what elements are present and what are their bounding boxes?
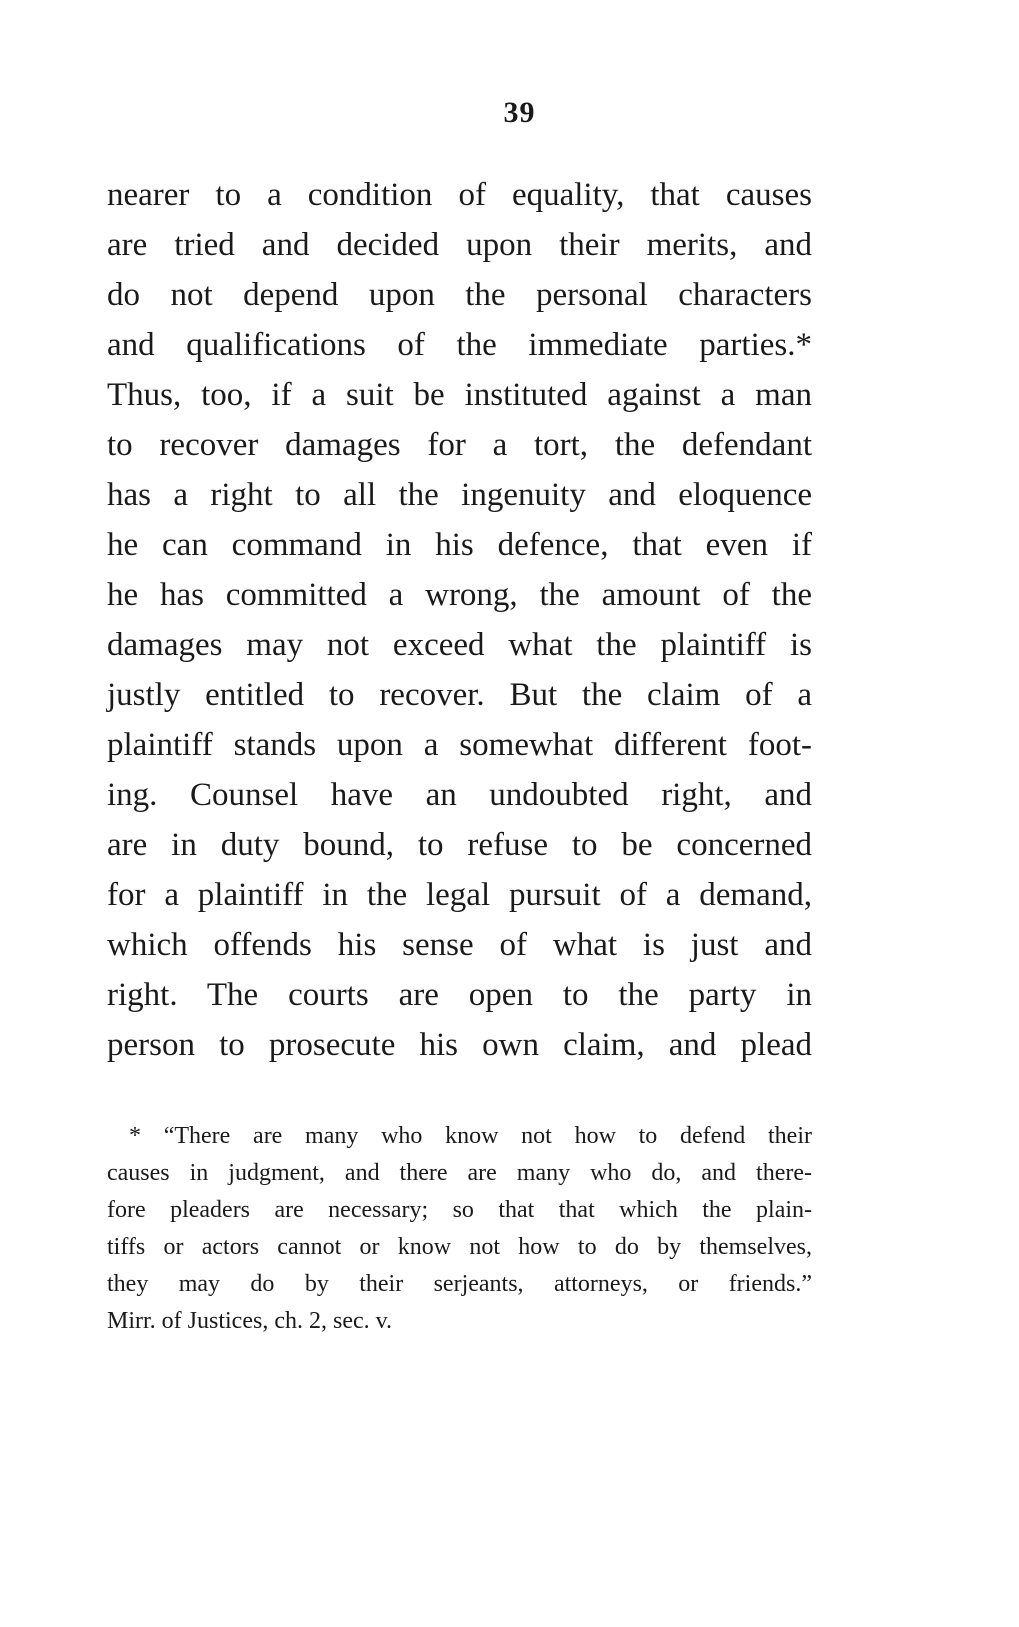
body-line: which offends his sense of what is just and bbox=[107, 927, 812, 963]
body-line: do not depend upon the personal characters bbox=[107, 277, 812, 313]
body-line: and qualifications of the immediate parties.* bbox=[107, 327, 812, 363]
body-line: ing. Counsel have an undoubted right, and bbox=[107, 777, 812, 813]
footnote-line: they may do by their serjeants, attorneys, or friends.” bbox=[107, 1271, 812, 1297]
body-line: plaintiff stands upon a somewhat different foot- bbox=[107, 727, 812, 763]
body-line: he has committed a wrong, the amount of the bbox=[107, 577, 812, 613]
body-line: has a right to all the ingenuity and eloquence bbox=[107, 477, 812, 513]
body-text bbox=[107, 170, 812, 1070]
footnote-citation: Mirr. of Justices, ch. 2, sec. v. bbox=[107, 1308, 393, 1334]
footnote-line: tiffs or actors cannot or know not how to do by themselves, bbox=[107, 1234, 812, 1260]
body-line: he can command in his defence, that even if bbox=[107, 527, 812, 563]
footnote-line: * “There are many who know not how to defend their bbox=[129, 1123, 812, 1149]
footnote-line: causes in judgment, and there are many who do, and there- bbox=[107, 1160, 812, 1186]
body-line: are in duty bound, to refuse to be concerned bbox=[107, 827, 812, 863]
page-number: 39 bbox=[503, 96, 536, 129]
body-line: nearer to a condition of equality, that causes bbox=[107, 177, 812, 213]
body-line: for a plaintiff in the legal pursuit of a demand, bbox=[107, 877, 812, 913]
footnote bbox=[107, 1118, 812, 1340]
body-line: to recover damages for a tort, the defendant bbox=[107, 427, 812, 463]
body-line: Thus, too, if a suit be instituted against a man bbox=[107, 377, 812, 413]
body-line: justly entitled to recover. But the claim of a bbox=[107, 677, 812, 713]
footnote-line: fore pleaders are necessary; so that that which the plain- bbox=[107, 1197, 812, 1223]
body-line: person to prosecute his own claim, and plead bbox=[107, 1027, 812, 1063]
body-line: right. The courts are open to the party in bbox=[107, 977, 812, 1013]
body-line: damages may not exceed what the plaintiff is bbox=[107, 627, 812, 663]
body-line: are tried and decided upon their merits, and bbox=[107, 227, 812, 263]
